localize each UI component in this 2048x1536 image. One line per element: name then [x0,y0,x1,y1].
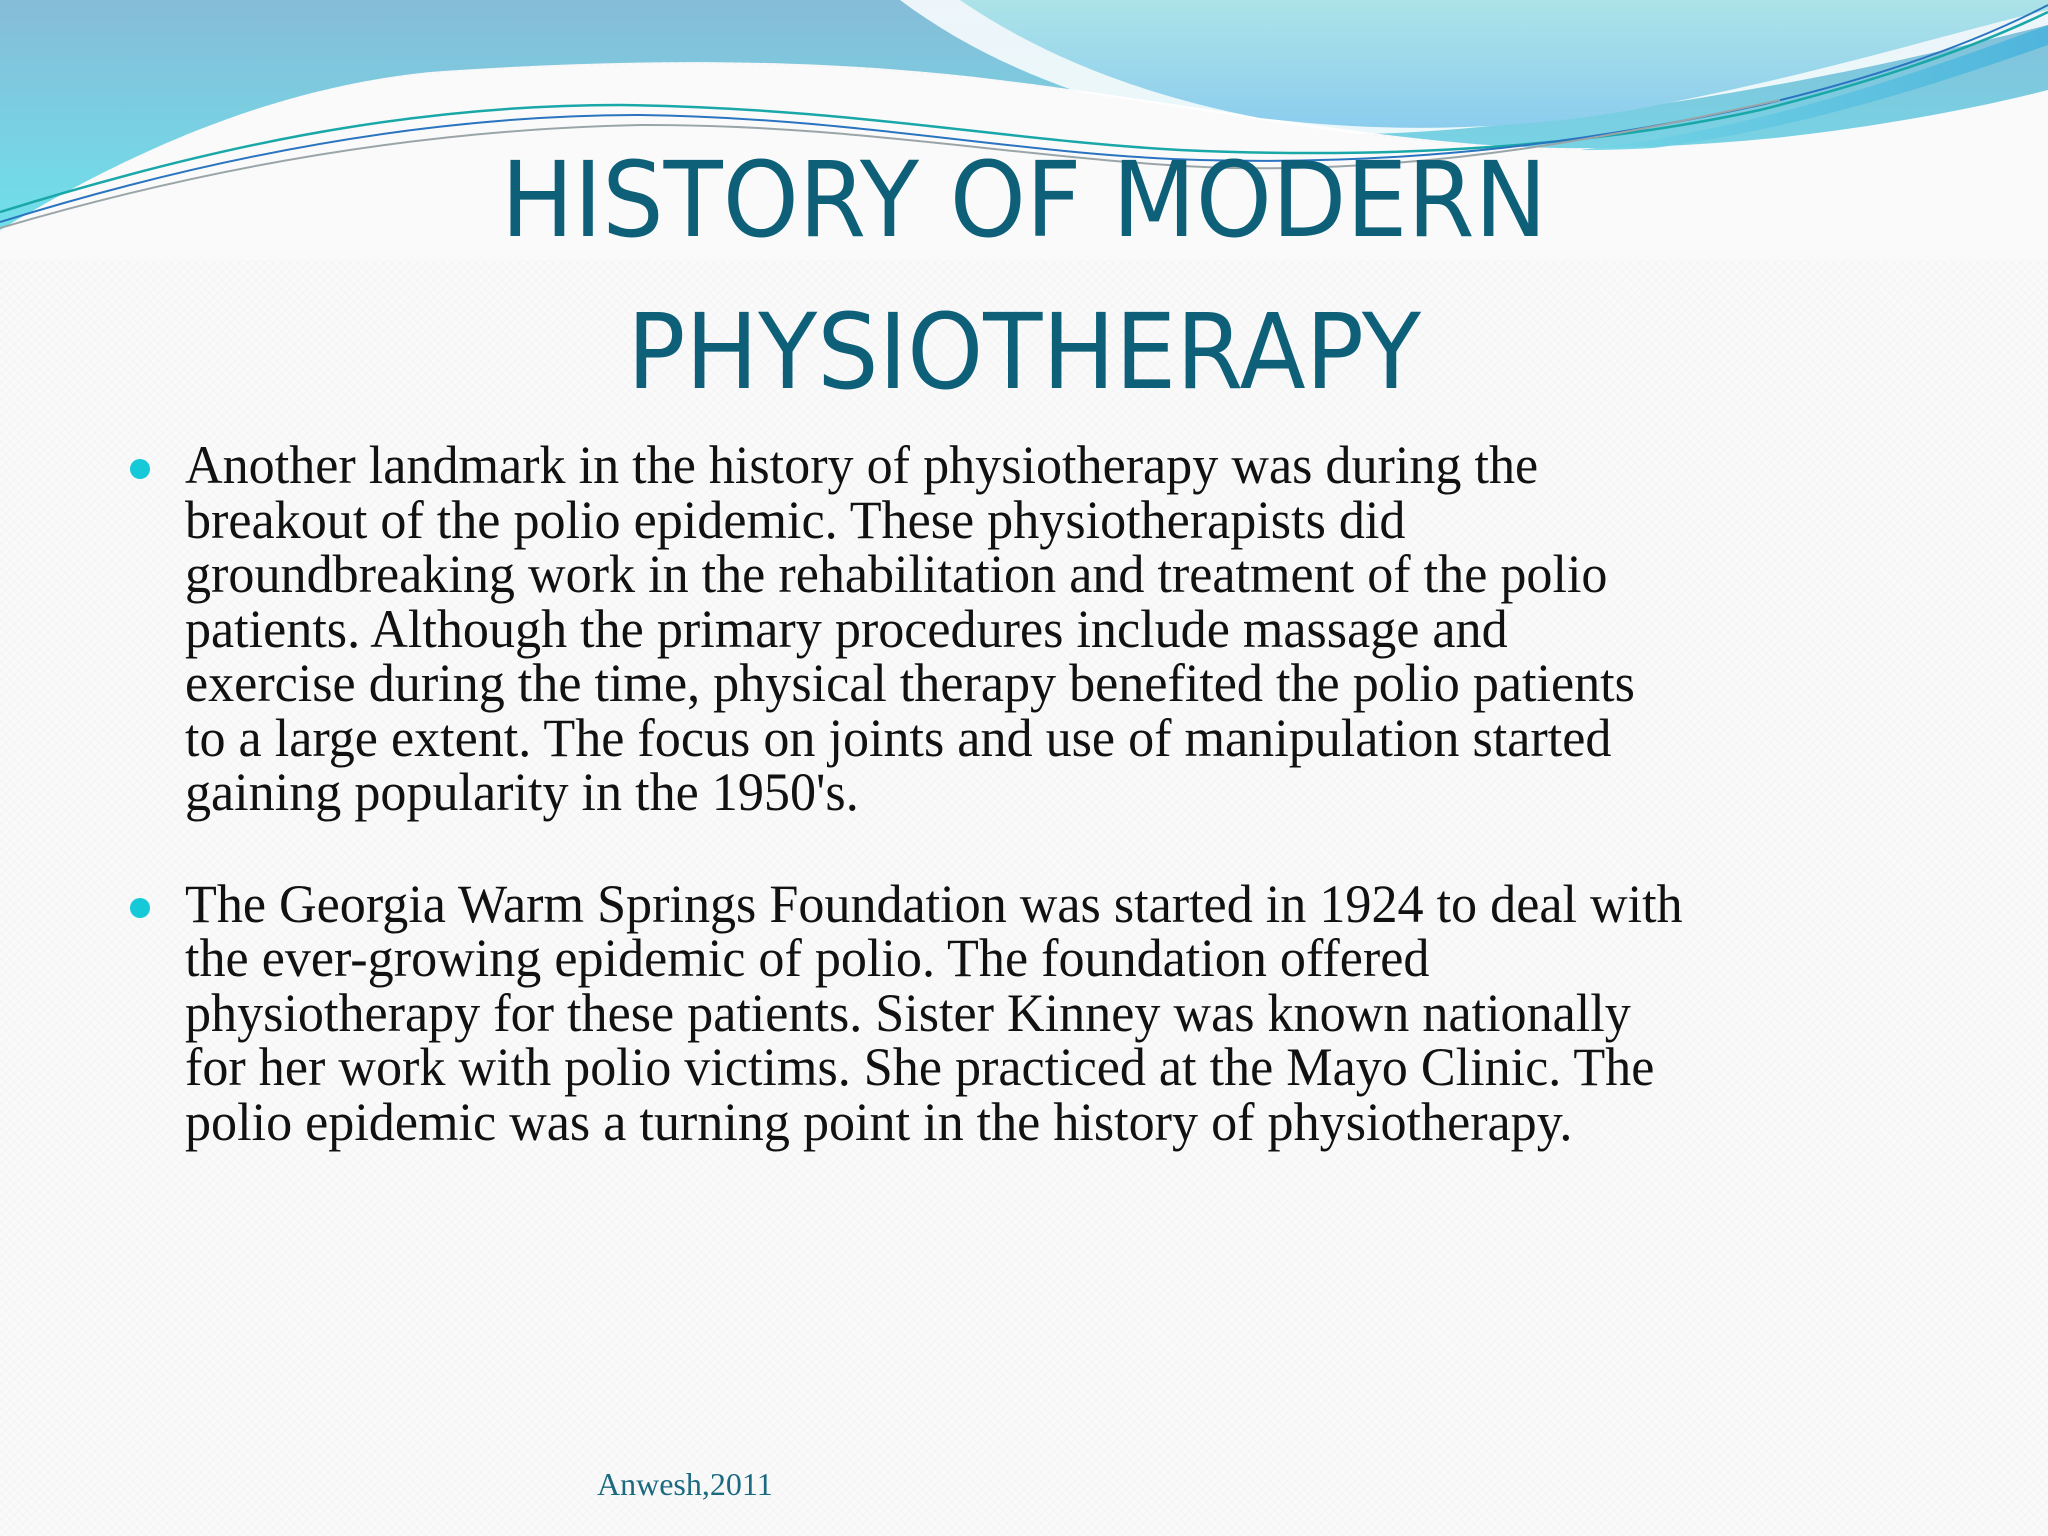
bullet-line: to a large extent. The focus on joints and use of manipulation started [185,707,1612,768]
bullet-line: the ever-growing epidemic of polio. The foundation offered [185,928,1430,988]
bullet-line: The Georgia Warm Springs Foundation was started in 1924 to deal with [185,873,1683,934]
bullet-item [130,873,1930,1152]
title-line-2: PHYSIOTHERAPY [627,291,1421,413]
bullet-line: for her work with polio victims. She practiced at the Mayo Clinic. The [185,1037,1655,1097]
bullet-dot-icon [130,459,150,479]
bullet-line: physiotherapy for these patients. Sister Kinney was known nationally [185,982,1631,1043]
bullet-dot-icon [130,898,150,918]
bullet-line: exercise during the time, physical therapy benefited the polio patients [185,653,1635,713]
bullet-line: breakout of the polio epidemic. These physiotherapists did [185,489,1406,550]
bullet-item [130,435,1930,822]
bullet-text [185,435,1930,822]
bullet-text [185,873,1930,1152]
bullet-line: gaining popularity in the 1950's. [185,762,859,822]
bullet-line: Another landmark in the history of physiotherapy was during the [185,435,1539,495]
title-line-1: HISTORY OF MODERN [501,139,1547,261]
footer-author: Anwesh,2011 [597,1466,773,1502]
bullet-line: patients. Although the primary procedures include massage and [185,598,1508,659]
slide-body [130,435,1930,1206]
bullet-line: polio epidemic was a turning point in the history of physiotherapy. [185,1091,1573,1152]
slide-title [72,124,1977,428]
bullet-line: groundbreaking work in the rehabilitation and treatment of the polio [185,544,1608,604]
